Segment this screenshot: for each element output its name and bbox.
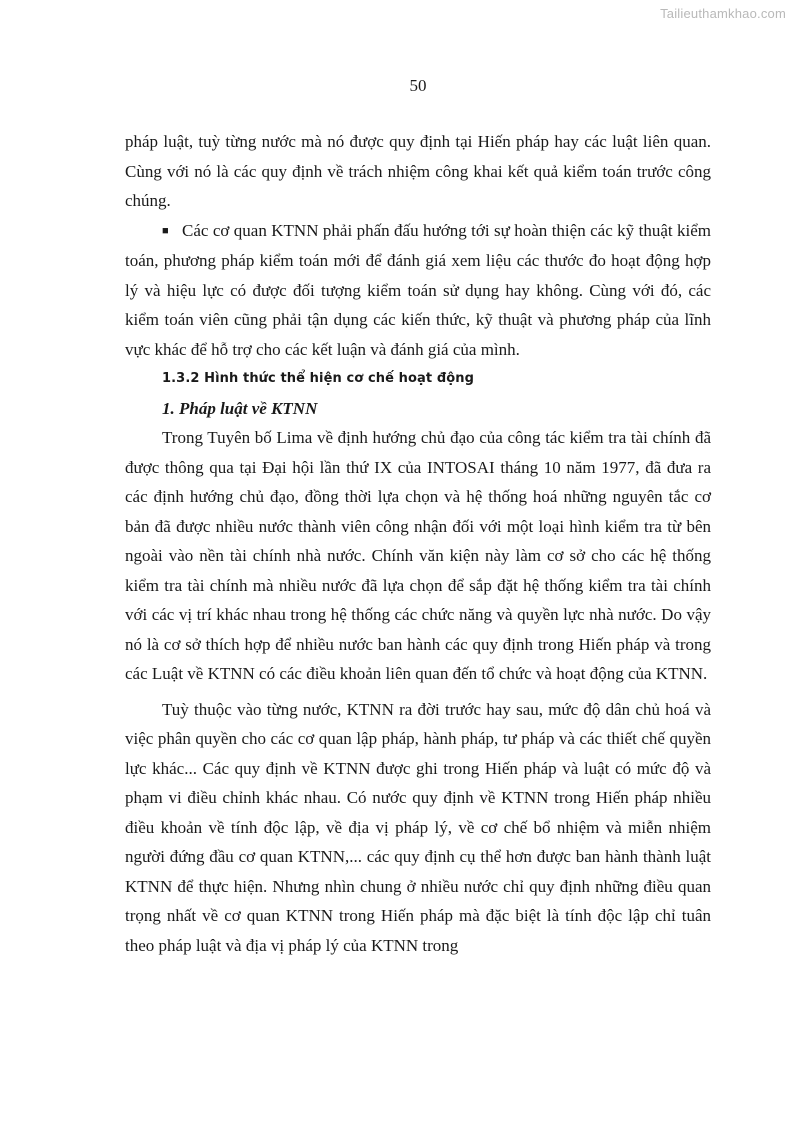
section-heading: 1.3.2 Hình thức thể hiện cơ chế hoạt động — [162, 371, 475, 386]
paragraph-lima: Trong Tuyên bố Lima về định hướng chủ đạo của công tác kiểm tra tài chính đã được thông qua tại Đại hội lần thứ IX của INTOSAI tháng 10 năm 1977, đã đưa ra các định hướng chủ đạo, đồng thời lựa chọn và hệ thống hoá những nguyên tắc cơ bản đã được nhiều nước thành viên công nhận đối với một loại hình kiểm tra từ bên ngoài vào nền tài chính nhà nước. Chính văn kiện này làm cơ sở cho các hệ thống kiểm tra tài chính mà nhiều nước đã lựa chọn để sắp đặt hệ thống kiểm tra tài chính với các vị trí khác nhau trong hệ thống các chức năng và quyền lực nhà nước. Do vậy nó là cơ sở thích hợp để nhiều nước ban hành các quy định trong Hiến pháp và trong các Luật về KTNN có các điều khoản liên quan đến tổ chức và hoạt động của KTNN. — [125, 428, 711, 683]
page-number: 50 — [409, 76, 427, 95]
watermark: Tailieuthamkhao.com — [660, 6, 786, 21]
paragraph-continuation: pháp luật, tuỳ từng nước mà nó được quy định tại Hiến pháp hay các luật liên quan. Cùng với nó là các quy định về trách nhiệm công khai kết quả kiểm toán trước công chúng. — [125, 132, 711, 210]
sub-heading: 1. Pháp luật về KTNN — [162, 398, 318, 418]
document-body — [125, 127, 711, 960]
paragraph-regulations: Tuỳ thuộc vào từng nước, KTNN ra đời trước hay sau, mức độ dân chủ hoá và việc phân quyền cho các cơ quan lập pháp, hành pháp, tư pháp và các thiết chế quyền lực khác... Các quy định về KTNN được ghi trong Hiến pháp và luật có mức độ và phạm vi điều chỉnh khác nhau. Có nước quy định về KTNN trong Hiến pháp nhiều điều khoản về tính độc lập, về địa vị pháp lý, về cơ chế bổ nhiệm và miễn nhiệm người đứng đầu cơ quan KTNN,... các quy định cụ thể hơn được ban hành thành luật KTNN để thực hiện. Nhưng nhìn chung ở nhiều nước chỉ quy định những điều quan trọng nhất về cơ quan KTNN trong Hiến pháp mà đặc biệt là tính độc lập chỉ tuân theo pháp luật và địa vị pháp lý của KTNN trong — [125, 699, 711, 955]
square-bullet-icon: ■ — [162, 224, 169, 237]
bullet-text: Các cơ quan KTNN phải phấn đấu hướng tới sự hoàn thiện các kỹ thuật kiểm toán, phương pháp kiểm toán mới để đánh giá xem liệu các thước đo hoạt động hợp lý và hiệu lực có được đối tượng kiểm toán sử dụng hay không. Cùng với đó, các kiểm toán viên cũng phải tận dụng các kiến thức, kỹ thuật và phương pháp của lĩnh vực khác để hỗ trợ cho các kết luận và đánh giá của mình. — [125, 220, 711, 359]
bullet-paragraph — [125, 216, 711, 365]
